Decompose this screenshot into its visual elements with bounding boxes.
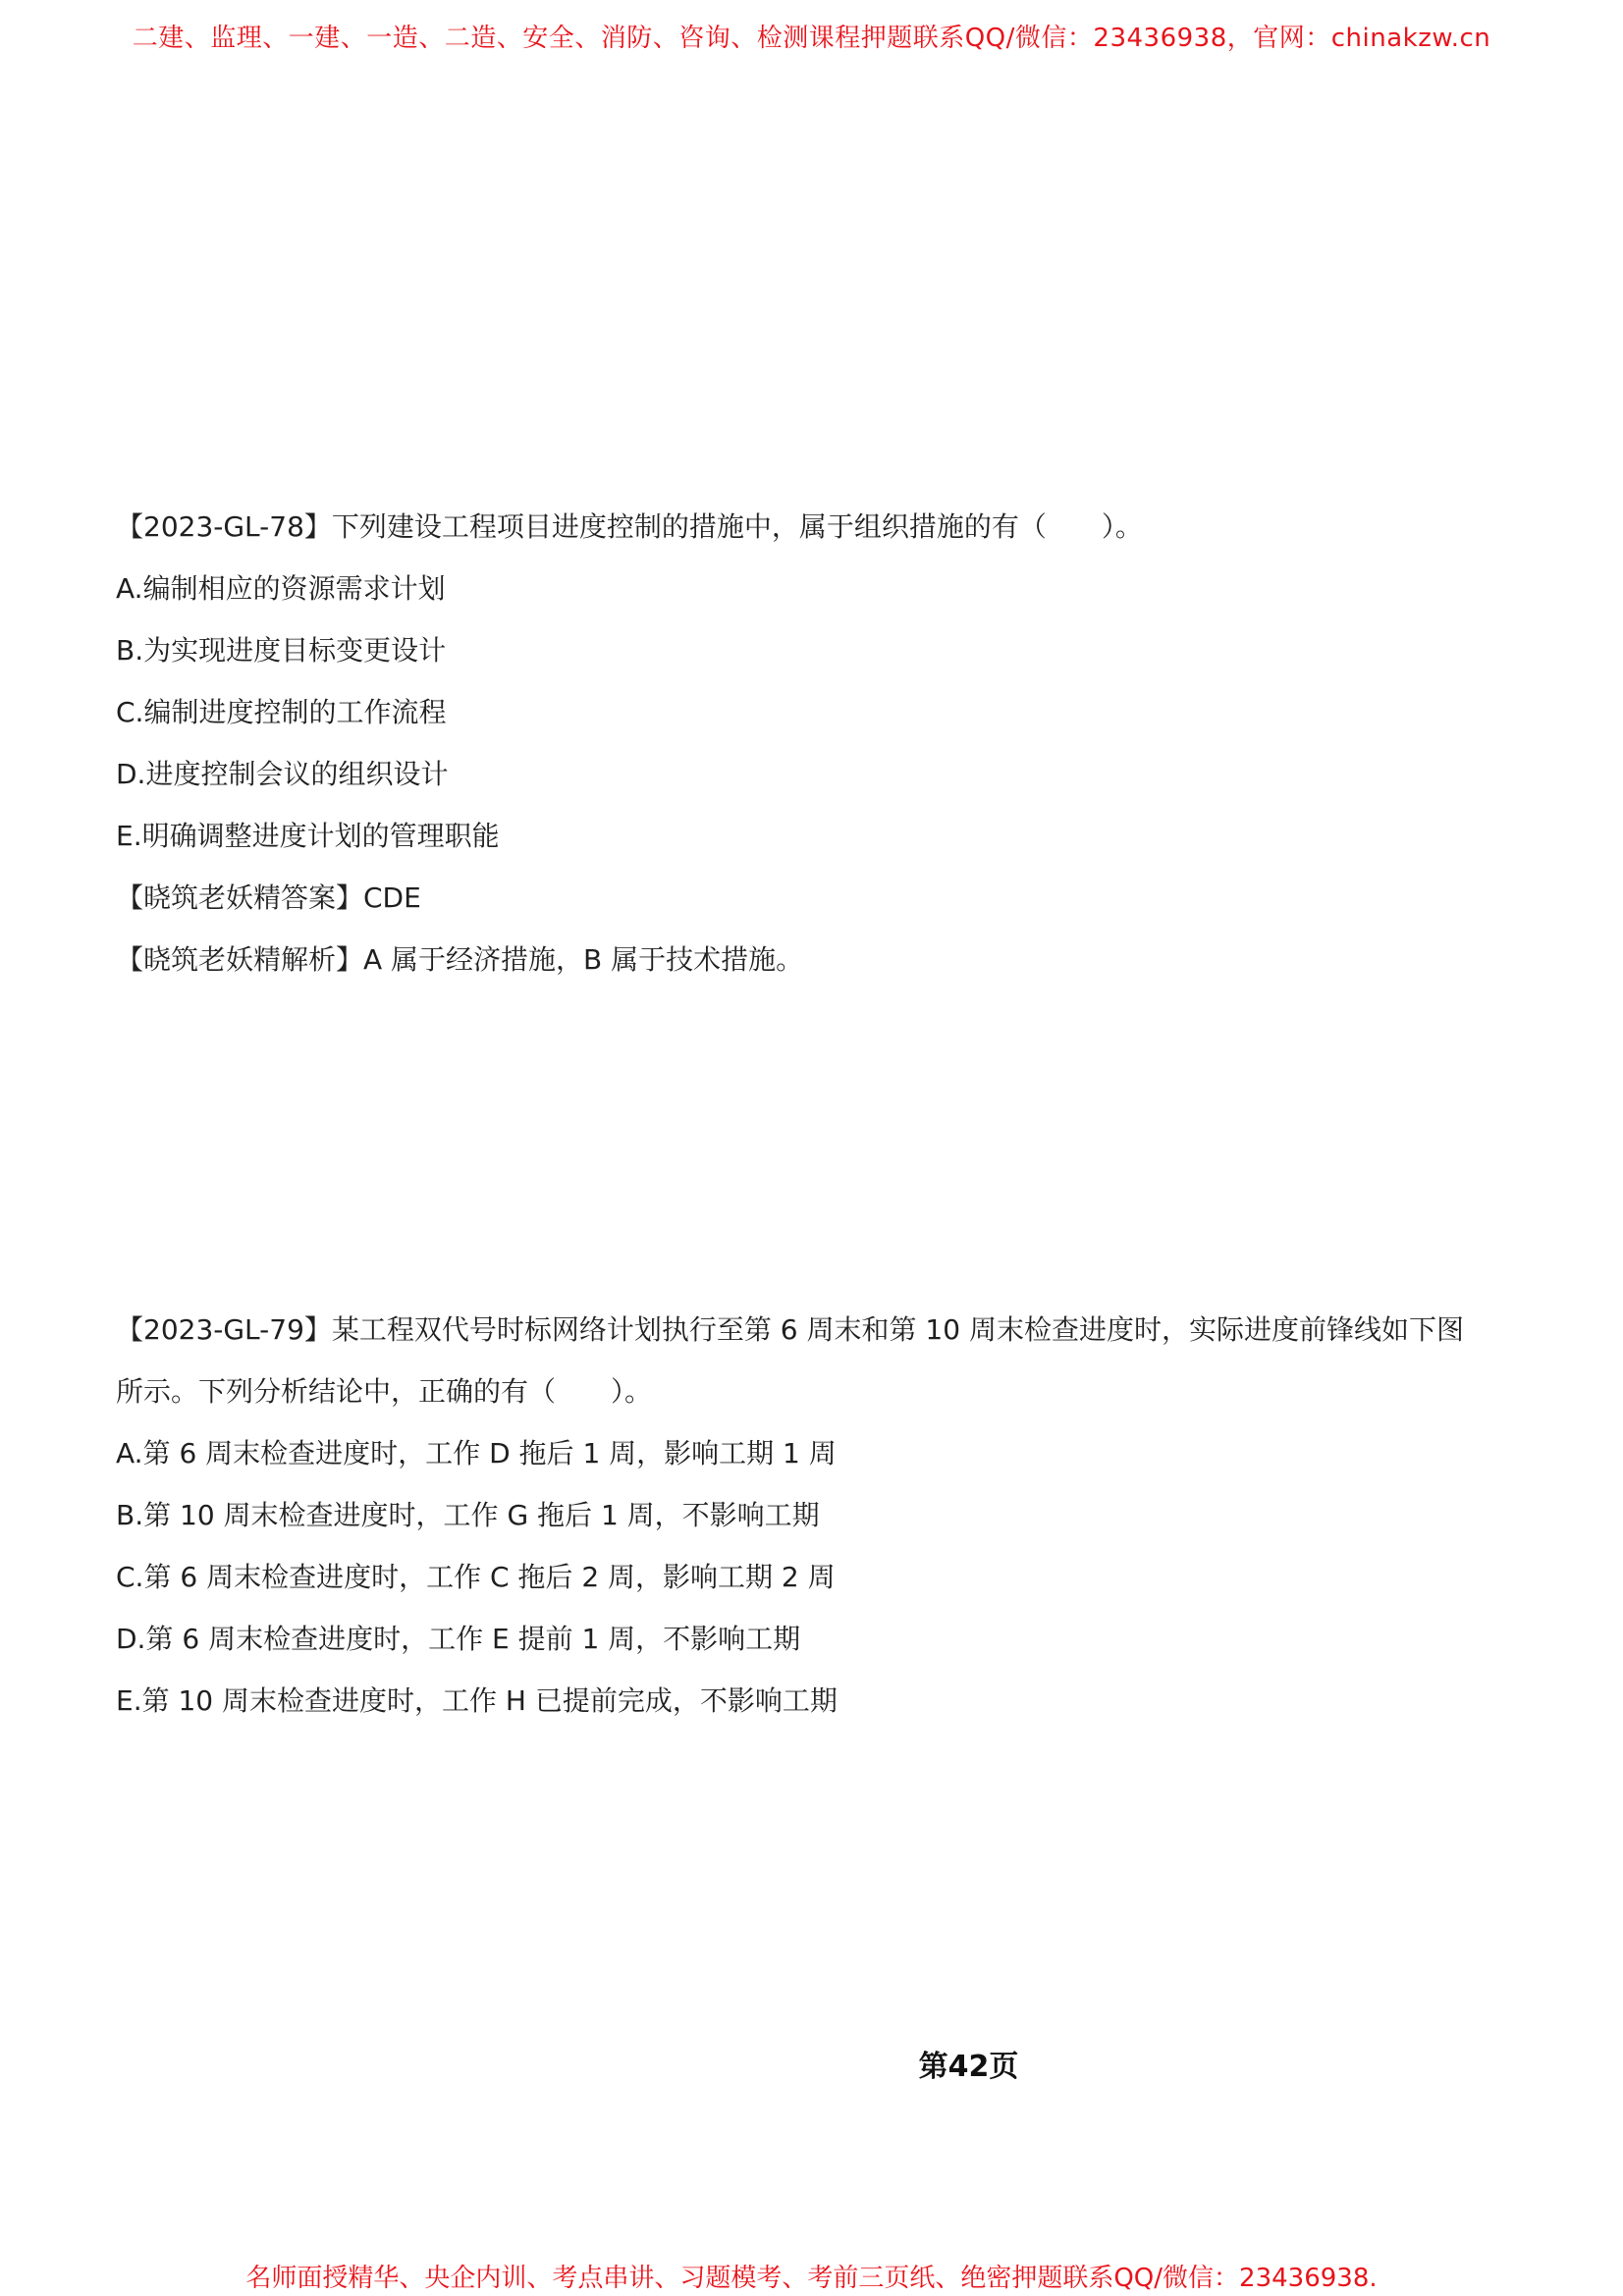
question-79-stem-line-2: 所示。下列分析结论中，正确的有（ ）。 — [116, 1375, 653, 1408]
question-79 — [116, 1299, 1510, 1732]
question-78-option-d: D.进度控制会议的组织设计 — [116, 758, 449, 790]
question-78-stem: 【2023-GL-78】下列建设工程项目进度控制的措施中，属于组织措施的有（ ）。 — [116, 510, 1143, 543]
question-78 — [116, 496, 1510, 990]
question-78-answer: 【晓筑老妖精答案】CDE — [116, 881, 421, 914]
question-78-option-b: B.为实现进度目标变更设计 — [116, 634, 447, 667]
question-78-option-c: C.编制进度控制的工作流程 — [116, 696, 447, 728]
question-79-option-b: B.第 10 周末检查进度时，工作 G 拖后 1 周，不影响工期 — [116, 1499, 820, 1531]
question-79-option-c: C.第 6 周末检查进度时，工作 C 拖后 2 周，影响工期 2 周 — [116, 1561, 836, 1593]
footer-contact-banner: 名师面授精华、央企内训、考点串讲、习题模考、考前三页纸、绝密押题联系QQ/微信：23436938. — [245, 2264, 1378, 2293]
question-78-analysis: 【晓筑老妖精解析】A 属于经济措施，B 属于技术措施。 — [116, 943, 804, 976]
page-number: 第42页 — [918, 2050, 1019, 2084]
question-79-option-e: E.第 10 周末检查进度时，工作 H 已提前完成，不影响工期 — [116, 1684, 838, 1717]
question-79-option-a: A.第 6 周末检查进度时，工作 D 拖后 1 周，影响工期 1 周 — [116, 1437, 837, 1469]
question-79-option-d: D.第 6 周末检查进度时，工作 E 提前 1 周，不影响工期 — [116, 1623, 801, 1655]
question-79-stem-line-1: 【2023-GL-79】某工程双代号时标网络计划执行至第 6 周末和第 10 周末检查进度时，实际进度前锋线如下图 — [116, 1313, 1464, 1346]
question-78-option-e: E.明确调整进度计划的管理职能 — [116, 820, 500, 852]
question-78-option-a: A.编制相应的资源需求计划 — [116, 572, 446, 605]
header-contact-banner: 二建、监理、一建、一造、二造、安全、消防、咨询、检测课程押题联系QQ/微信：23436938，官网：chinakzw.cn — [132, 24, 1491, 53]
